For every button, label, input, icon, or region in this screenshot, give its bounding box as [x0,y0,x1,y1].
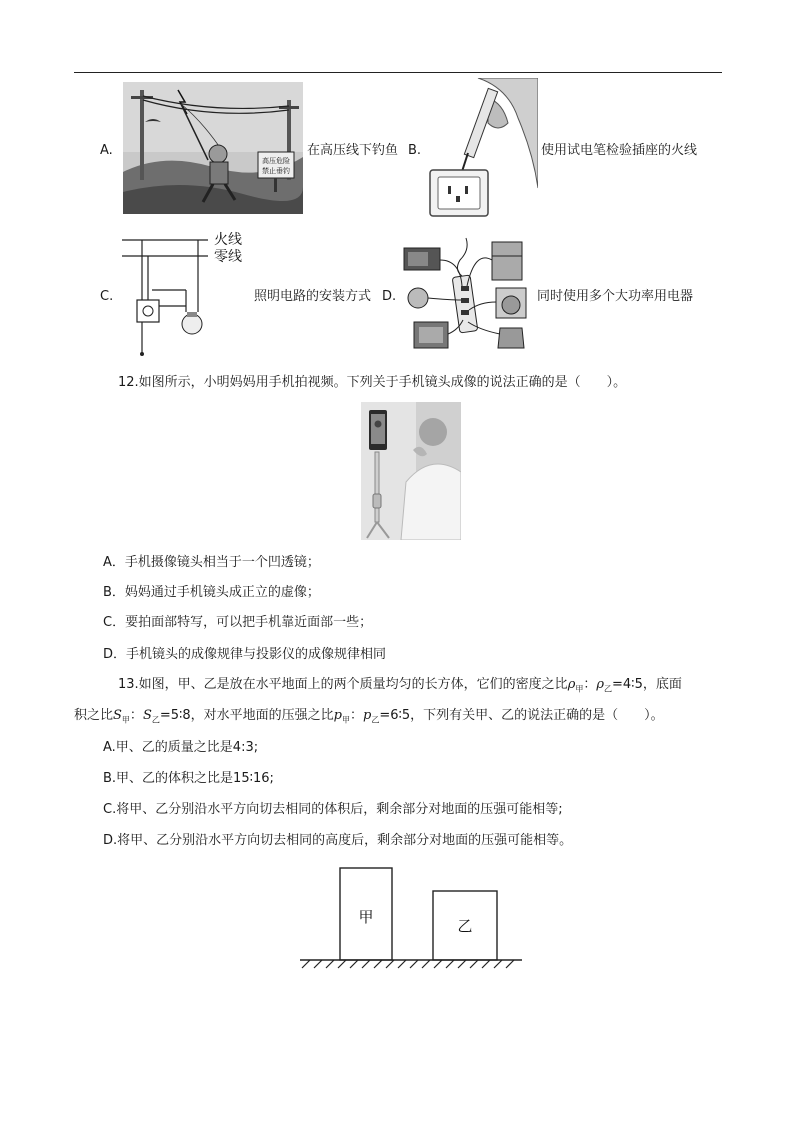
q11-option-d-letter: D. [382,289,397,304]
q13-stem-text: 13.如图，甲、乙是放在水平地面上的两个质量均匀的长方体，它们的密度之比 [118,677,568,692]
sign-line2: 禁止垂钓 [262,167,290,175]
lighting-circuit-diagram [118,230,258,360]
q13-stem-line1 [118,678,682,694]
rho-symbol-yi: ρ [596,677,605,692]
pressure-symbol-yi: p [363,708,372,723]
fishing-under-power-lines-image [123,82,303,214]
q11-option-b-letter: B. [408,143,422,158]
q13-stem-text-2: 积之比 [74,708,114,723]
q12-stem: 12.如图所示，小明妈妈用手机拍视频。下列关于手机镜头成像的说法正确的是（ ）。 [118,375,627,390]
rho-symbol-jia: ρ [567,677,576,692]
q11-option-d-text: 同时使用多个大功率用电器 [537,289,694,304]
area-symbol-yi: S [142,708,152,723]
header-rule [74,72,722,73]
neutral-wire-label: 零线 [214,249,242,265]
q13-option-a: A.甲、乙的质量之比是4:3; [103,740,259,755]
q11-option-b-text: 使用试电笔检验插座的火线 [541,143,698,158]
q13-option-c: C.将甲、乙分别沿水平方向切去相同的体积后，剩余部分对地面的压强可能相等; [103,802,563,817]
test-pen-socket-image [428,78,538,218]
q11-option-c-text: 照明电路的安装方式 [254,289,372,304]
q12-option-a: A．手机摄像镜头相当于一个凹透镜； [103,555,320,570]
q12-option-c: C．要拍面部特写，可以把手机靠近面部一些； [103,615,373,630]
blocks-diagram [296,862,526,972]
overloaded-power-strip-image [400,230,535,360]
fire-wire-label: 火线 [214,232,242,248]
pressure-symbol-jia: p [333,708,342,723]
sub-yi-3: 乙 [371,715,380,725]
ratio-colon-3: ： [350,708,364,723]
sub-jia-3: 甲 [342,715,350,725]
phone-recording-photo [361,402,461,540]
ratio-colon-2: ： [129,708,143,723]
q13-option-b: B.甲、乙的体积之比是15∶16; [103,771,274,786]
q12-option-b: B．妈妈通过手机镜头成正立的虚像； [103,585,320,600]
area-symbol-jia: S [113,708,122,723]
q11-option-a-text: 在高压线下钓鱼 [307,143,399,158]
block-yi-label: 乙 [457,917,473,935]
sub-yi-2: 乙 [151,715,160,725]
sign-line1: 高压危险 [262,157,290,165]
q11-option-a-letter: A. [100,143,113,158]
ground-hatching [302,960,514,968]
q11-option-c-letter: C. [100,289,114,304]
q13-stem-line2 [74,709,664,725]
sub-jia-2: 甲 [121,715,130,725]
area-ratio: =5∶8，对水平地面的压强之比 [159,708,334,723]
sub-jia-1: 甲 [575,684,584,694]
sub-yi-1: 乙 [604,684,613,694]
q13-stem-tail: =6∶5，下列有关甲、乙的说法正确的是（ ）。 [379,708,664,723]
q12-option-d: D．手机镜头的成像规律与投影仪的成像规律相同 [103,647,387,662]
block-jia-label: 甲 [358,908,374,926]
ratio-colon-1: ： [583,677,597,692]
density-ratio: =4∶5，底面 [612,677,682,692]
q13-option-d: D.将甲、乙分别沿水平方向切去相同的高度后，剩余部分对地面的压强可能相等。 [103,833,573,848]
